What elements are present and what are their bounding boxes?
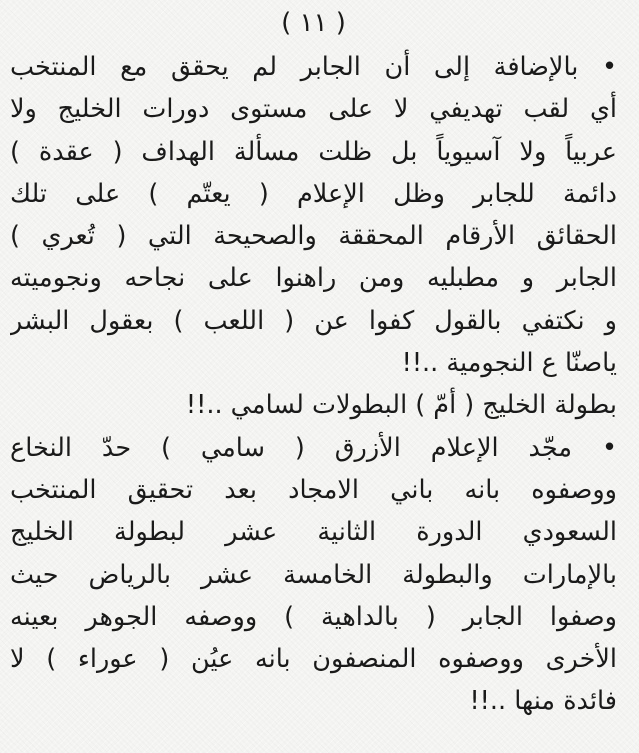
article-text bbox=[10, 46, 617, 723]
text-line: • بالإضافة إلى أن الجابر لم يحقق مع المنتخب bbox=[10, 52, 617, 82]
text-line: دائمة للجابر وظل الإعلام ( يعتّم ) على تلك bbox=[10, 178, 617, 209]
text-line: و نكتفي بالقول كفوا عن ( اللعب ) بعقول البشر bbox=[10, 305, 617, 336]
text-line: • مجّد الإعلام الأزرق ( سامي ) حدّ النخاع bbox=[10, 432, 617, 463]
text-line: ووصفوه بانه باني الامجاد بعد تحقيق المنتخب bbox=[10, 474, 617, 505]
text-line: السعودي الدورة الثانية عشر لبطولة الخليج bbox=[10, 517, 617, 548]
text-line: عربياً ولا آسيوياً بل ظلت مسألة الهداف ( عقدة ) bbox=[10, 136, 617, 167]
text-line: ياصنّا ع النجومية ..!! bbox=[401, 348, 617, 379]
text-line: الحقائق الأرقام المحققة والصحيحة التي ( تُعري ) bbox=[10, 221, 617, 252]
text-line: وصفوا الجابر ( بالداهية ) ووصفه الجوهر بعينه bbox=[10, 601, 617, 632]
text-line: الجابر و مطبليه ومن راهنوا على نجاحه ونجوميته bbox=[10, 263, 617, 294]
text-line: فائدة منها ..!! bbox=[469, 686, 617, 717]
text-line: أي لقب تهديفي لا على مستوى دورات الخليج ولا bbox=[10, 94, 617, 125]
text-line: الأخرى ووصفوه المنصفون بانه عيُن ( عوراء ) لا bbox=[10, 644, 617, 675]
page-number: ( ١١ ) bbox=[281, 8, 346, 38]
text-line: بطولة الخليج ( أمّ ) البطولات لسامي ..!! bbox=[185, 390, 617, 421]
text-line: بالإمارات والبطولة الخامسة عشر بالرياض حيث bbox=[10, 559, 617, 590]
